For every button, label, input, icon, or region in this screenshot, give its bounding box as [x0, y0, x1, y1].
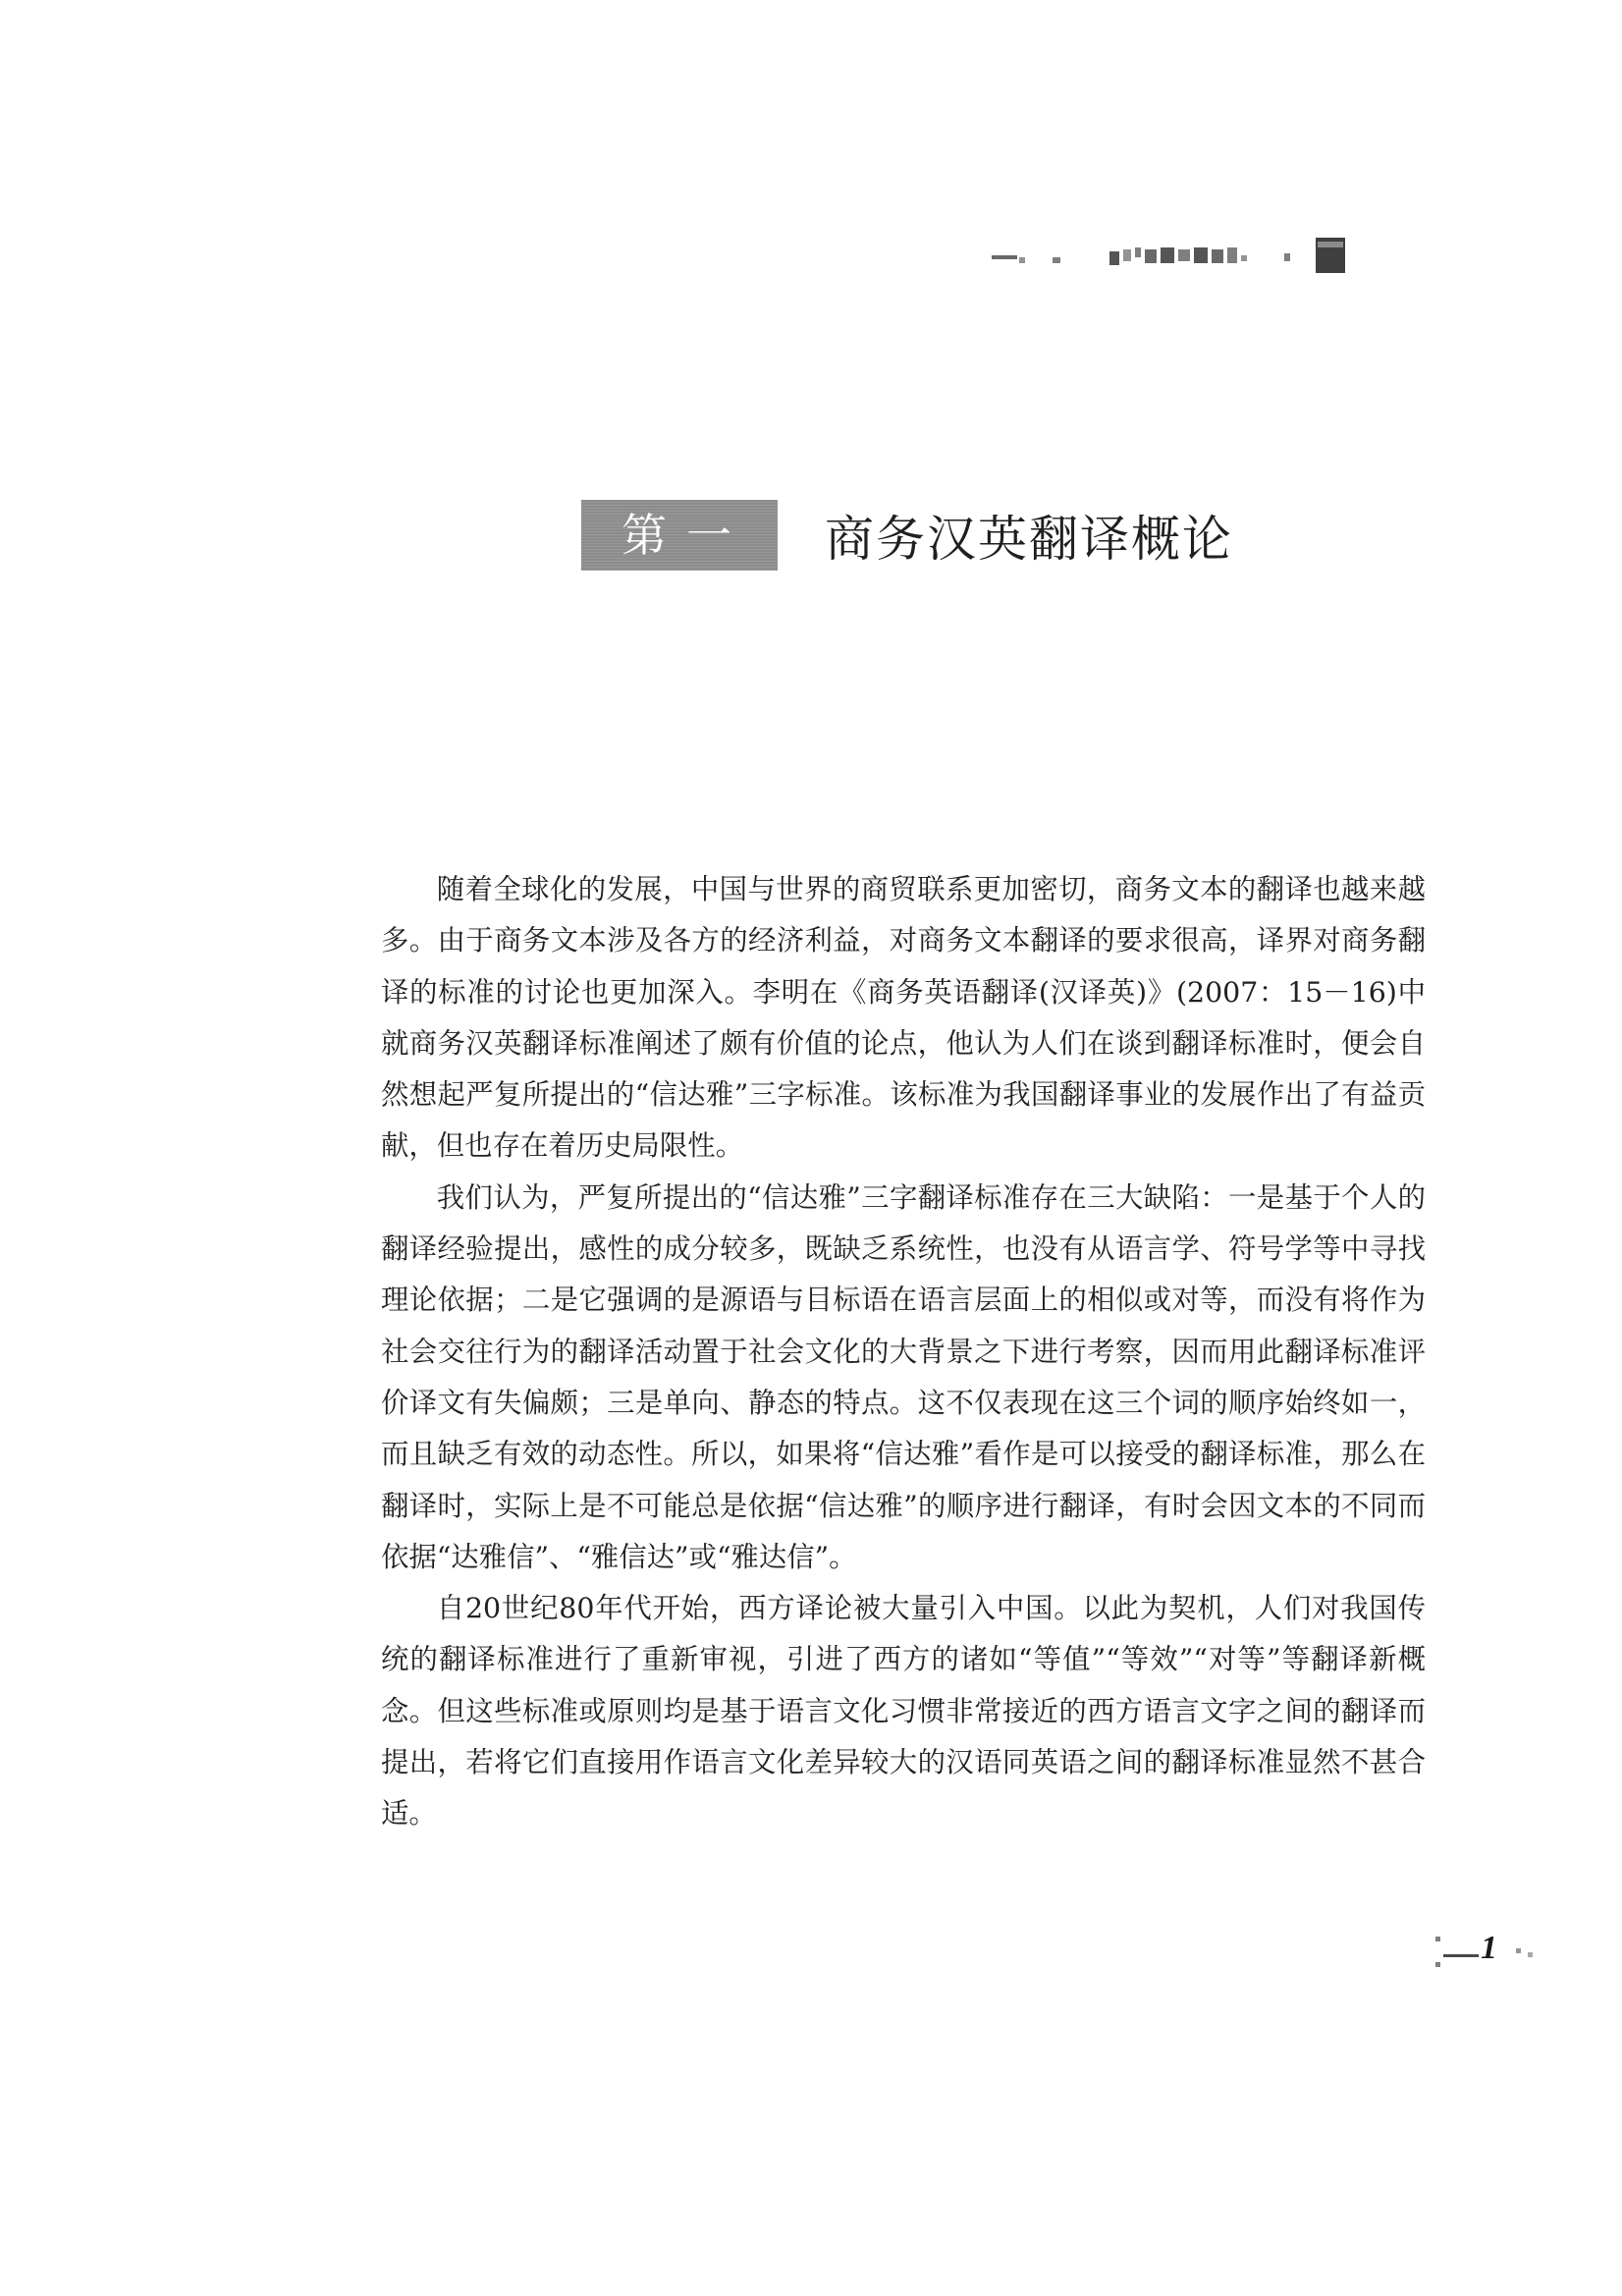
- chapter-label: 第一章: [581, 500, 778, 571]
- paragraph: 我们认为，严复所提出的“信达雅”三字翻译标准存在三大缺陷：一是基于个人的翻译经验提出，感性的成分较多，既缺乏系统性，也没有从语言学、符号学等中寻找理论依据；二是它强调的是源语与目标语在语言层面上的相似或对等，而没有将作为社会交往行为的翻译活动置于社会文化的大背景之下进行考察，因而用此翻译标准评价译文有失偏颇；三是单向、静态的特点。这不仅表现在这三个词的顺序始终如一，而且缺乏有效的动态性。所以，如果将“信达雅”看作是可以接受的翻译标准，那么在翻译时，实际上是不可能总是依据“信达雅”的顺序进行翻译，有时会因文本的不同而依据“达雅信”、“雅信达”或“雅达信”。: [381, 1180, 1426, 1573]
- running-head: [992, 234, 1502, 277]
- paragraph: 随着全球化的发展，中国与世界的商贸联系更加密切，商务文本的翻译也越来越多。由于商务文本涉及各方的经济利益，对商务文本翻译的要求很高，译界对商务翻译的标准的讨论也更加深入。李明在《商务英语翻译(汉译英)》(2007：15－16)中就商务汉英翻译标准阐述了颇有价值的论点，他认为人们在谈到翻译标准时，便会自然想起严复所提出的“信达雅”三字标准。该标准为我国翻译事业的发展作出了有益贡献，但也存在着历史局限性。: [381, 873, 1426, 1163]
- running-head-blurred-text: [992, 234, 1502, 277]
- chapter-heading: [581, 499, 1233, 632]
- page-folio: [1433, 1929, 1541, 1978]
- chapter-title: 商务汉英翻译概论: [825, 511, 1233, 568]
- page-number: 1: [1481, 1930, 1497, 1966]
- paragraph: 自20世纪80年代开始，西方译论被大量引入中国。以此为契机，人们对我国传统的翻译标准进行了重新审视，引进了西方的诸如“等值”“等效”“对等”等翻译新概念。但这些标准或原则均是基于语言文化习惯非常接近的西方语言文字之间的翻译而提出，若将它们直接用作语言文化差异较大的汉语同英语之间的翻译标准显然不甚合适。: [381, 1592, 1426, 1831]
- body-text: [381, 864, 1426, 1840]
